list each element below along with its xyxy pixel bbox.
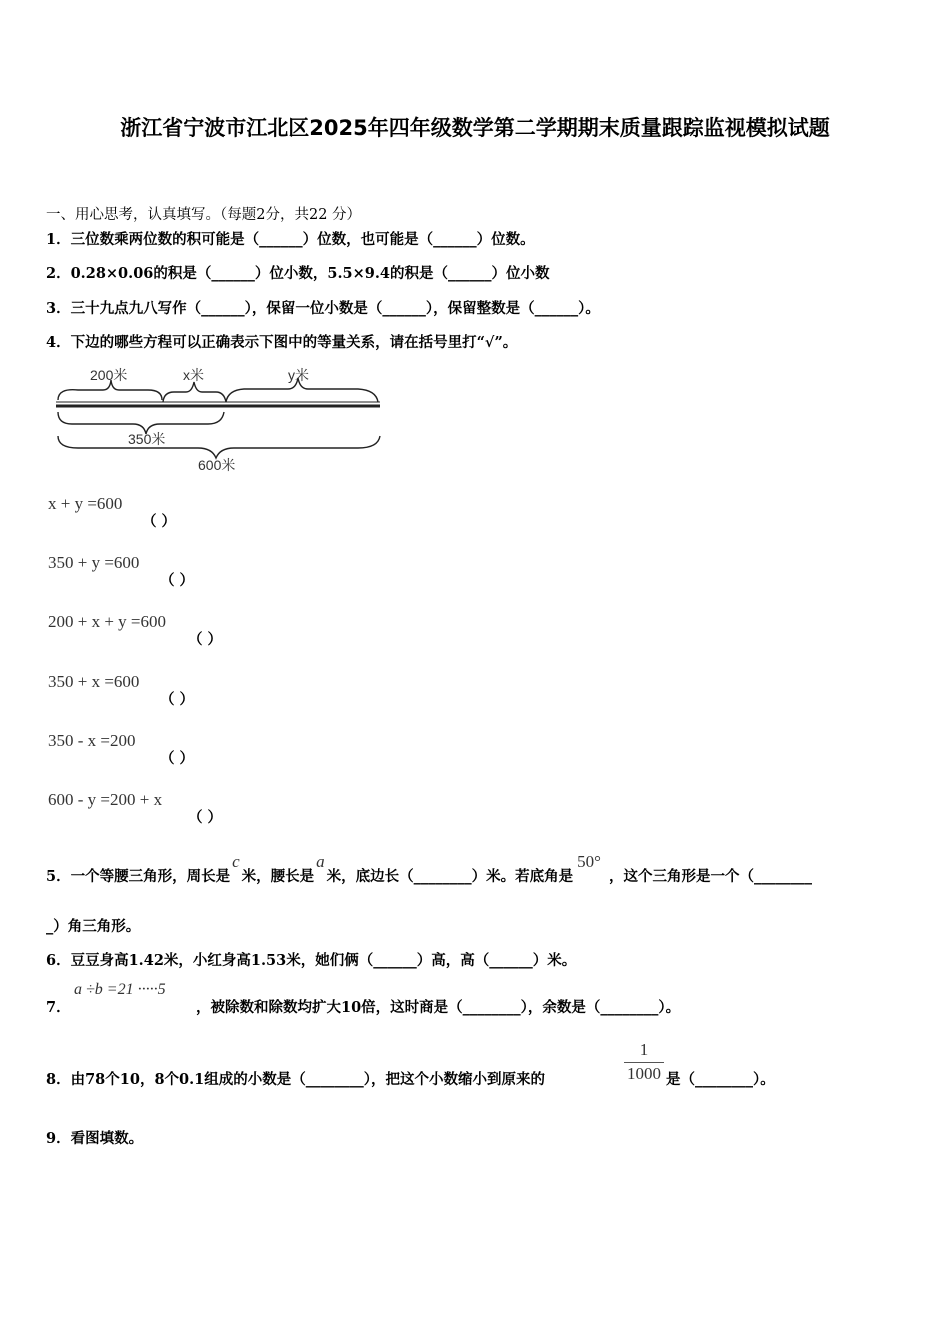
- equation-option-2: 350 + y =600: [48, 553, 140, 572]
- page-title: 浙江省宁波市江北区2025年四年级数学第二学期期末质量跟踪监视模拟试题: [120, 116, 830, 140]
- brace-x: [163, 382, 226, 402]
- equation-option-5: 350 - x =200: [48, 731, 136, 750]
- answer-box-1[interactable]: （ ）: [142, 513, 177, 530]
- question-1: 1．三位数乘两位数的积可能是（______）位数，也可能是（______）位数。: [46, 231, 535, 248]
- equation-option-6: 600 - y =200 + x: [48, 790, 163, 809]
- label-y: y米: [288, 367, 309, 383]
- section-heading: 一、用心思考，认真填写。（每题2分，共22 分）: [46, 207, 362, 223]
- answer-box-6[interactable]: （ ）: [188, 809, 223, 826]
- q8-fraction: [624, 1040, 664, 1084]
- q7-number: 7．: [46, 999, 71, 1016]
- q5-part-4: ，这个三角形是一个（________: [608, 868, 812, 885]
- answer-box-4[interactable]: （ ）: [160, 691, 195, 708]
- q7-equation: a ÷b =21 ·····5: [74, 981, 166, 998]
- brace-600: [58, 436, 380, 458]
- segment-diagram: [48, 362, 388, 477]
- q5-part-2: 米，腰长是: [241, 868, 315, 885]
- q5-var-c: c: [232, 852, 240, 871]
- q5-part-1: 5．一个等腰三角形，周长是: [46, 868, 231, 885]
- q8-fraction-denominator: 1000: [627, 1064, 661, 1083]
- equation-option-4: 350 + x =600: [48, 672, 140, 691]
- question-3: 3．三十九点九八写作（______），保留一位小数是（______），保留整数是（______）。: [46, 300, 600, 317]
- answer-box-5[interactable]: （ ）: [160, 750, 195, 767]
- label-x: x米: [183, 367, 204, 383]
- q5-part-3: 米，底边长（________）米。若底角是: [326, 868, 574, 885]
- brace-200: [58, 380, 162, 400]
- equation-option-1: x + y =600: [48, 494, 123, 513]
- equation-option-3: 200 + x + y =600: [48, 612, 167, 631]
- question-5: [46, 852, 812, 886]
- q5-angle: 50°: [577, 852, 601, 871]
- q8-part-2: 是（________）。: [666, 1071, 775, 1088]
- label-350: 350米: [128, 431, 166, 447]
- label-600: 600米: [198, 457, 236, 473]
- answer-box-2[interactable]: （ ）: [160, 572, 195, 589]
- q7-text: ，被除数和除数均扩大10倍，这时商是（________），余数是（________）。: [196, 999, 681, 1016]
- q8-part-1: 8．由78个10，8个0.1组成的小数是（________），把这个小数缩小到原来的: [46, 1071, 546, 1088]
- question-9: 9．看图填数。: [46, 1130, 144, 1147]
- question-4: 4．下边的哪些方程可以正确表示下图中的等量关系，请在括号里打“√”。: [46, 334, 518, 351]
- question-6: 6．豆豆身高1.42米，小红身高1.53米，她们俩（______）高，高（______）米。: [46, 952, 577, 969]
- q8-fraction-numerator: 1: [624, 1040, 664, 1063]
- question-2: 2．0.28×0.06的积是（______）位小数，5.5×9.4的积是（______）位小数: [46, 265, 550, 282]
- answer-box-3[interactable]: （ ）: [188, 631, 223, 648]
- q5-var-a: a: [316, 852, 325, 871]
- q5-part-5: _）角三角形。: [46, 918, 141, 935]
- label-200: 200米: [90, 367, 128, 383]
